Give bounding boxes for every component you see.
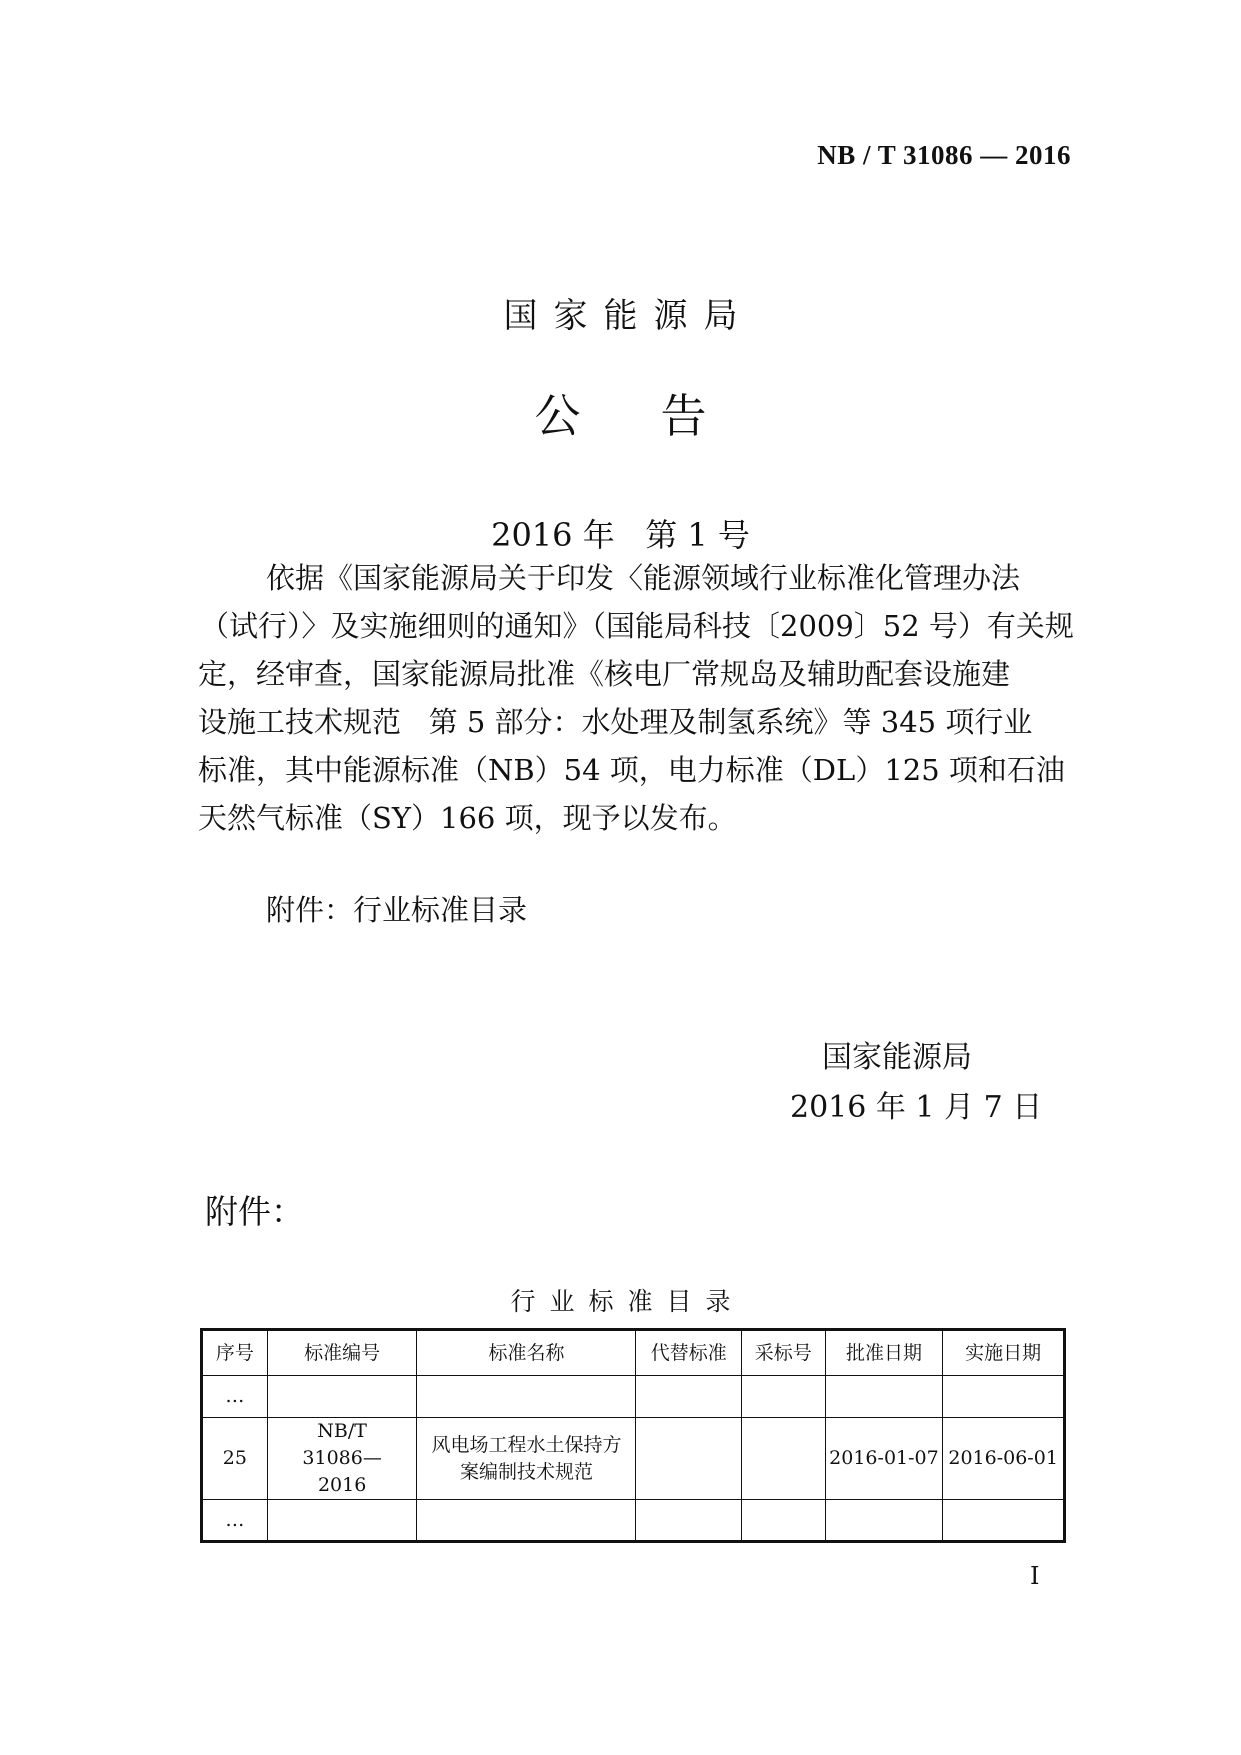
- column-header: 代替标准: [636, 1330, 742, 1376]
- cell-name: [417, 1500, 636, 1542]
- cell-replaces: [636, 1500, 742, 1542]
- cell-code: NB/T 31086—2016: [267, 1418, 417, 1500]
- attachment-note: 附件：行业标准目录: [266, 893, 528, 927]
- body-line: 天然气标准（SY）166 项，现予以发布。: [198, 801, 737, 835]
- column-header: 批准日期: [825, 1330, 943, 1376]
- cell-code: [267, 1376, 417, 1418]
- body-line: （试行）〉及实施细则的通知》（国能局科技〔2009〕52 号）有关规: [200, 609, 1074, 643]
- body-line: 设施工技术规范 第 5 部分：水处理及制氢系统》等 345 项行业: [198, 705, 1033, 739]
- cell-replaces: [636, 1418, 742, 1500]
- attachment-heading: 附件：: [205, 1192, 304, 1231]
- cell-effective: 2016-06-01: [943, 1418, 1065, 1500]
- cell-code: [267, 1500, 417, 1542]
- notice-title: 公告: [534, 389, 787, 443]
- cell-no: 25: [202, 1418, 268, 1500]
- column-header: 实施日期: [943, 1330, 1065, 1376]
- body-line: 依据《国家能源局关于印发〈能源领域行业标准化管理办法: [266, 561, 1021, 595]
- cell-adopted: [741, 1418, 825, 1500]
- column-header: 标准名称: [417, 1330, 636, 1376]
- table-row: [202, 1500, 1065, 1542]
- column-header: 序号: [202, 1330, 268, 1376]
- table-title: 行业标准目录: [510, 1287, 745, 1316]
- column-header: 采标号: [741, 1330, 825, 1376]
- body-line: 标准，其中能源标准（NB）54 项，电力标准（DL）125 项和石油: [198, 753, 1065, 787]
- cell-name: 风电场工程水土保持方案编制技术规范: [417, 1418, 636, 1500]
- cell-effective: [943, 1376, 1065, 1418]
- sign-date: 2016 年 1 月 7 日: [790, 1090, 1043, 1125]
- page-number: I: [1030, 1562, 1040, 1590]
- cell-no: …: [202, 1500, 268, 1542]
- cell-approved: [825, 1376, 943, 1418]
- signer: 国家能源局: [822, 1040, 972, 1075]
- cell-name: [417, 1376, 636, 1418]
- agency-name: 国家能源局: [503, 296, 754, 336]
- cell-adopted: [741, 1500, 825, 1542]
- column-header: 标准编号: [267, 1330, 417, 1376]
- cell-replaces: [636, 1376, 742, 1418]
- issue-number: 2016 年 第 1 号: [491, 516, 750, 554]
- cell-approved: [825, 1500, 943, 1542]
- standards-table: [200, 1328, 1066, 1543]
- cell-approved: 2016-01-07: [825, 1418, 943, 1500]
- cell-adopted: [741, 1376, 825, 1418]
- cell-no: …: [202, 1376, 268, 1418]
- standard-code: NB / T 31086 — 2016: [817, 140, 1071, 170]
- cell-effective: [943, 1500, 1065, 1542]
- table-row: [202, 1376, 1065, 1418]
- body-line: 定，经审查，国家能源局批准《核电厂常规岛及辅助配套设施建: [198, 657, 1011, 691]
- table-header-row: [202, 1330, 1065, 1376]
- table-row: [202, 1418, 1065, 1500]
